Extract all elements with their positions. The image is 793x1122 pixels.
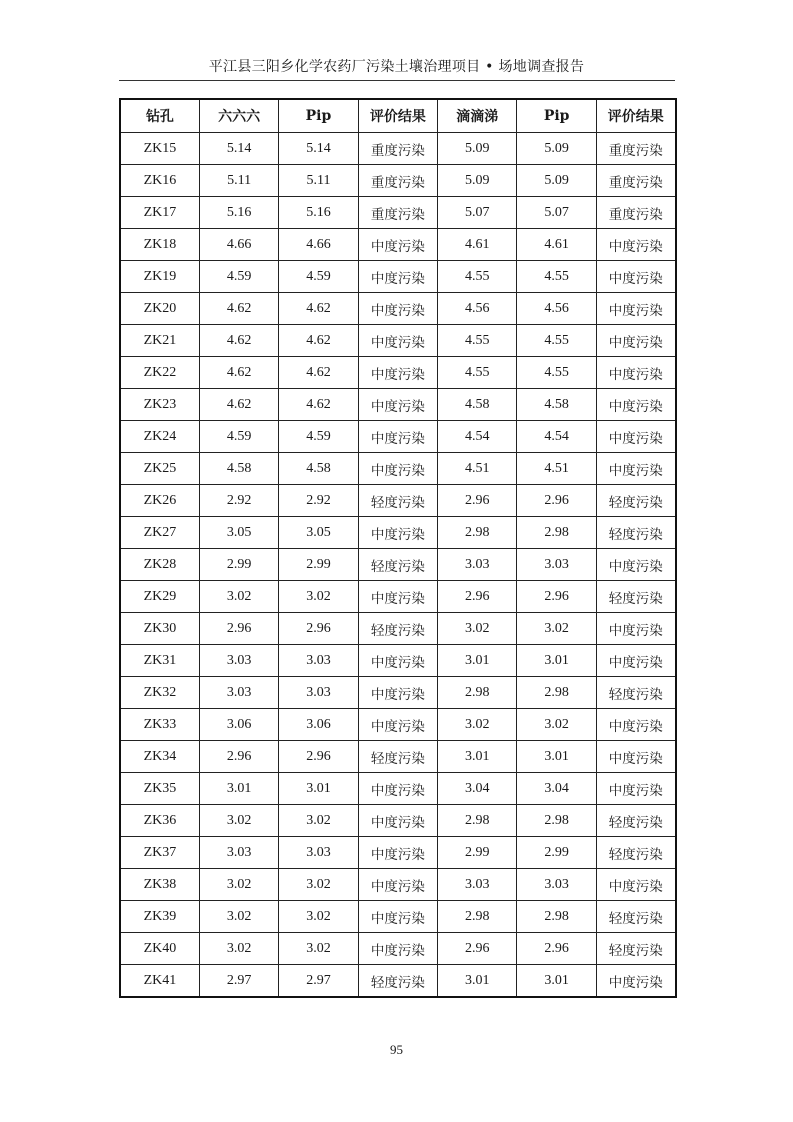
borehole-id-cell: ZK25 [120, 453, 199, 485]
ddt-result-cell: 轻度污染 [596, 837, 675, 869]
ddt-value-cell: 4.51 [438, 453, 517, 485]
ddt-result-cell: 重度污染 [596, 133, 675, 165]
hch-result-cell: 中度污染 [358, 357, 437, 389]
hch-pip-cell: 4.62 [279, 389, 358, 421]
hch-pip-cell: 2.96 [279, 613, 358, 645]
hch-pip-cell: 3.06 [279, 709, 358, 741]
table-row [120, 901, 676, 933]
ddt-result-cell: 轻度污染 [596, 517, 675, 549]
table-row [120, 293, 676, 325]
ddt-result-cell: 中度污染 [596, 229, 675, 261]
borehole-id-cell: ZK17 [120, 197, 199, 229]
ddt-pip-cell: 2.98 [517, 677, 596, 709]
ddt-result-cell: 中度污染 [596, 741, 675, 773]
hch-pip-cell: 3.03 [279, 645, 358, 677]
ddt-value-cell: 5.09 [438, 165, 517, 197]
hch-result-cell: 中度污染 [358, 421, 437, 453]
ddt-pip-cell: 4.61 [517, 229, 596, 261]
table-row [120, 229, 676, 261]
hch-value-cell: 2.96 [199, 741, 278, 773]
ddt-value-cell: 4.56 [438, 293, 517, 325]
ddt-result-cell: 重度污染 [596, 197, 675, 229]
ddt-result-cell: 中度污染 [596, 421, 675, 453]
column-header-hch: 六六六 [199, 99, 278, 133]
hch-result-cell: 中度污染 [358, 261, 437, 293]
running-header: 平江县三阳乡化学农药厂污染土壤治理项目 • 场地调查报告 [208, 59, 585, 75]
ddt-value-cell: 4.55 [438, 325, 517, 357]
table-row [120, 741, 676, 773]
hch-result-cell: 中度污染 [358, 901, 437, 933]
table-row [120, 133, 676, 165]
ddt-pip-cell: 3.03 [517, 869, 596, 901]
table-row [120, 165, 676, 197]
column-header-result-hch: 评价结果 [358, 99, 437, 133]
table-row [120, 357, 676, 389]
column-header-borehole: 钻孔 [120, 99, 199, 133]
ddt-result-cell: 中度污染 [596, 549, 675, 581]
ddt-pip-cell: 2.96 [517, 933, 596, 965]
hch-result-cell: 中度污染 [358, 229, 437, 261]
borehole-id-cell: ZK21 [120, 325, 199, 357]
hch-pip-cell: 3.02 [279, 901, 358, 933]
hch-result-cell: 重度污染 [358, 133, 437, 165]
ddt-value-cell: 3.04 [438, 773, 517, 805]
borehole-id-cell: ZK38 [120, 869, 199, 901]
hch-pip-cell: 5.14 [279, 133, 358, 165]
ddt-value-cell: 4.55 [438, 261, 517, 293]
hch-pip-cell: 4.62 [279, 325, 358, 357]
table-row [120, 773, 676, 805]
borehole-id-cell: ZK23 [120, 389, 199, 421]
table-row [120, 517, 676, 549]
ddt-value-cell: 2.98 [438, 677, 517, 709]
ddt-result-cell: 中度污染 [596, 869, 675, 901]
hch-result-cell: 中度污染 [358, 325, 437, 357]
table-body [120, 133, 676, 998]
borehole-id-cell: ZK27 [120, 517, 199, 549]
hch-result-cell: 轻度污染 [358, 613, 437, 645]
ddt-value-cell: 2.96 [438, 933, 517, 965]
ddt-pip-cell: 2.96 [517, 485, 596, 517]
ddt-result-cell: 轻度污染 [596, 677, 675, 709]
hch-result-cell: 轻度污染 [358, 549, 437, 581]
ddt-result-cell: 轻度污染 [596, 933, 675, 965]
hch-pip-cell: 2.97 [279, 965, 358, 998]
ddt-pip-cell: 3.04 [517, 773, 596, 805]
hch-pip-cell: 5.11 [279, 165, 358, 197]
column-header-pip-hch: Pip [279, 99, 358, 133]
ddt-result-cell: 中度污染 [596, 965, 675, 998]
hch-value-cell: 3.02 [199, 901, 278, 933]
ddt-pip-cell: 3.03 [517, 549, 596, 581]
hch-value-cell: 4.58 [199, 453, 278, 485]
ddt-value-cell: 2.99 [438, 837, 517, 869]
ddt-value-cell: 4.54 [438, 421, 517, 453]
hch-result-cell: 中度污染 [358, 389, 437, 421]
ddt-result-cell: 轻度污染 [596, 805, 675, 837]
ddt-value-cell: 2.96 [438, 581, 517, 613]
hch-pip-cell: 3.03 [279, 837, 358, 869]
ddt-result-cell: 中度污染 [596, 613, 675, 645]
ddt-result-cell: 中度污染 [596, 357, 675, 389]
ddt-pip-cell: 3.01 [517, 741, 596, 773]
ddt-result-cell: 中度污染 [596, 293, 675, 325]
table-row [120, 837, 676, 869]
column-header-pip-ddt: Pip [517, 99, 596, 133]
ddt-pip-cell: 2.96 [517, 581, 596, 613]
ddt-pip-cell: 2.98 [517, 901, 596, 933]
hch-value-cell: 4.66 [199, 229, 278, 261]
table-row [120, 485, 676, 517]
table-row [120, 581, 676, 613]
table-row [120, 389, 676, 421]
table-row [120, 965, 676, 998]
table-row [120, 453, 676, 485]
table-row [120, 805, 676, 837]
hch-value-cell: 3.05 [199, 517, 278, 549]
ddt-pip-cell: 4.55 [517, 357, 596, 389]
hch-result-cell: 中度污染 [358, 293, 437, 325]
borehole-id-cell: ZK30 [120, 613, 199, 645]
hch-pip-cell: 4.62 [279, 293, 358, 325]
ddt-value-cell: 3.02 [438, 709, 517, 741]
table-row [120, 709, 676, 741]
ddt-result-cell: 轻度污染 [596, 581, 675, 613]
ddt-value-cell: 2.98 [438, 517, 517, 549]
borehole-id-cell: ZK28 [120, 549, 199, 581]
borehole-id-cell: ZK34 [120, 741, 199, 773]
ddt-value-cell: 3.01 [438, 965, 517, 998]
ddt-value-cell: 4.58 [438, 389, 517, 421]
hch-value-cell: 4.62 [199, 357, 278, 389]
borehole-id-cell: ZK39 [120, 901, 199, 933]
ddt-value-cell: 4.55 [438, 357, 517, 389]
ddt-pip-cell: 5.07 [517, 197, 596, 229]
hch-pip-cell: 3.02 [279, 805, 358, 837]
hch-result-cell: 中度污染 [358, 645, 437, 677]
borehole-id-cell: ZK41 [120, 965, 199, 998]
borehole-id-cell: ZK15 [120, 133, 199, 165]
hch-pip-cell: 4.58 [279, 453, 358, 485]
table-row [120, 933, 676, 965]
ddt-pip-cell: 4.55 [517, 261, 596, 293]
hch-result-cell: 重度污染 [358, 197, 437, 229]
table-row [120, 421, 676, 453]
ddt-pip-cell: 3.02 [517, 613, 596, 645]
borehole-id-cell: ZK32 [120, 677, 199, 709]
ddt-value-cell: 5.09 [438, 133, 517, 165]
header-divider [119, 80, 675, 81]
ddt-pip-cell: 2.99 [517, 837, 596, 869]
ddt-result-cell: 轻度污染 [596, 485, 675, 517]
ddt-value-cell: 4.61 [438, 229, 517, 261]
hch-pip-cell: 2.99 [279, 549, 358, 581]
pollution-assessment-table [119, 98, 677, 998]
borehole-id-cell: ZK37 [120, 837, 199, 869]
hch-result-cell: 轻度污染 [358, 485, 437, 517]
table-row [120, 869, 676, 901]
column-header-ddt: 滴滴涕 [438, 99, 517, 133]
ddt-result-cell: 中度污染 [596, 389, 675, 421]
table-row [120, 197, 676, 229]
ddt-result-cell: 中度污染 [596, 773, 675, 805]
hch-result-cell: 中度污染 [358, 581, 437, 613]
hch-value-cell: 2.99 [199, 549, 278, 581]
column-header-result-ddt: 评价结果 [596, 99, 675, 133]
hch-pip-cell: 3.01 [279, 773, 358, 805]
hch-result-cell: 中度污染 [358, 517, 437, 549]
hch-result-cell: 中度污染 [358, 869, 437, 901]
ddt-value-cell: 5.07 [438, 197, 517, 229]
hch-value-cell: 4.59 [199, 261, 278, 293]
ddt-pip-cell: 4.55 [517, 325, 596, 357]
table-row [120, 645, 676, 677]
hch-result-cell: 中度污染 [358, 453, 437, 485]
hch-value-cell: 4.62 [199, 325, 278, 357]
hch-pip-cell: 4.62 [279, 357, 358, 389]
hch-value-cell: 5.11 [199, 165, 278, 197]
borehole-id-cell: ZK35 [120, 773, 199, 805]
ddt-result-cell: 中度污染 [596, 325, 675, 357]
hch-pip-cell: 3.03 [279, 677, 358, 709]
hch-value-cell: 5.16 [199, 197, 278, 229]
ddt-value-cell: 2.96 [438, 485, 517, 517]
ddt-pip-cell: 4.54 [517, 421, 596, 453]
hch-result-cell: 中度污染 [358, 933, 437, 965]
hch-value-cell: 3.02 [199, 869, 278, 901]
hch-result-cell: 轻度污染 [358, 965, 437, 998]
ddt-pip-cell: 3.01 [517, 645, 596, 677]
hch-pip-cell: 3.05 [279, 517, 358, 549]
hch-value-cell: 3.02 [199, 933, 278, 965]
ddt-result-cell: 重度污染 [596, 165, 675, 197]
hch-value-cell: 4.62 [199, 293, 278, 325]
borehole-id-cell: ZK26 [120, 485, 199, 517]
hch-result-cell: 重度污染 [358, 165, 437, 197]
page-number: 95 [390, 1042, 403, 1057]
hch-pip-cell: 3.02 [279, 933, 358, 965]
hch-value-cell: 2.92 [199, 485, 278, 517]
ddt-result-cell: 中度污染 [596, 709, 675, 741]
hch-value-cell: 3.03 [199, 837, 278, 869]
hch-result-cell: 中度污染 [358, 837, 437, 869]
table-header-row [120, 99, 676, 133]
borehole-id-cell: ZK36 [120, 805, 199, 837]
table-row [120, 549, 676, 581]
borehole-id-cell: ZK31 [120, 645, 199, 677]
hch-value-cell: 5.14 [199, 133, 278, 165]
hch-value-cell: 4.62 [199, 389, 278, 421]
ddt-value-cell: 3.03 [438, 869, 517, 901]
hch-result-cell: 中度污染 [358, 805, 437, 837]
borehole-id-cell: ZK29 [120, 581, 199, 613]
hch-pip-cell: 5.16 [279, 197, 358, 229]
hch-value-cell: 3.06 [199, 709, 278, 741]
hch-value-cell: 3.02 [199, 581, 278, 613]
borehole-id-cell: ZK18 [120, 229, 199, 261]
borehole-id-cell: ZK19 [120, 261, 199, 293]
ddt-pip-cell: 5.09 [517, 133, 596, 165]
hch-pip-cell: 4.59 [279, 261, 358, 293]
ddt-value-cell: 3.02 [438, 613, 517, 645]
borehole-id-cell: ZK33 [120, 709, 199, 741]
ddt-pip-cell: 4.58 [517, 389, 596, 421]
hch-pip-cell: 4.59 [279, 421, 358, 453]
hch-value-cell: 3.01 [199, 773, 278, 805]
ddt-result-cell: 中度污染 [596, 453, 675, 485]
ddt-result-cell: 中度污染 [596, 645, 675, 677]
ddt-value-cell: 2.98 [438, 901, 517, 933]
hch-pip-cell: 3.02 [279, 869, 358, 901]
ddt-pip-cell: 3.01 [517, 965, 596, 998]
ddt-pip-cell: 2.98 [517, 517, 596, 549]
ddt-value-cell: 3.03 [438, 549, 517, 581]
ddt-value-cell: 3.01 [438, 645, 517, 677]
ddt-result-cell: 中度污染 [596, 261, 675, 293]
ddt-pip-cell: 4.51 [517, 453, 596, 485]
ddt-value-cell: 2.98 [438, 805, 517, 837]
borehole-id-cell: ZK22 [120, 357, 199, 389]
hch-pip-cell: 2.92 [279, 485, 358, 517]
table-row [120, 325, 676, 357]
ddt-pip-cell: 4.56 [517, 293, 596, 325]
ddt-pip-cell: 5.09 [517, 165, 596, 197]
hch-pip-cell: 3.02 [279, 581, 358, 613]
hch-value-cell: 3.02 [199, 805, 278, 837]
hch-value-cell: 4.59 [199, 421, 278, 453]
borehole-id-cell: ZK24 [120, 421, 199, 453]
hch-result-cell: 中度污染 [358, 677, 437, 709]
borehole-id-cell: ZK16 [120, 165, 199, 197]
table-row [120, 677, 676, 709]
borehole-id-cell: ZK40 [120, 933, 199, 965]
hch-value-cell: 3.03 [199, 645, 278, 677]
table-row [120, 613, 676, 645]
borehole-id-cell: ZK20 [120, 293, 199, 325]
hch-value-cell: 2.96 [199, 613, 278, 645]
table-row [120, 261, 676, 293]
ddt-pip-cell: 2.98 [517, 805, 596, 837]
ddt-value-cell: 3.01 [438, 741, 517, 773]
hch-pip-cell: 2.96 [279, 741, 358, 773]
hch-value-cell: 2.97 [199, 965, 278, 998]
hch-result-cell: 中度污染 [358, 709, 437, 741]
hch-result-cell: 中度污染 [358, 773, 437, 805]
hch-result-cell: 轻度污染 [358, 741, 437, 773]
ddt-result-cell: 轻度污染 [596, 901, 675, 933]
hch-value-cell: 3.03 [199, 677, 278, 709]
hch-pip-cell: 4.66 [279, 229, 358, 261]
ddt-pip-cell: 3.02 [517, 709, 596, 741]
